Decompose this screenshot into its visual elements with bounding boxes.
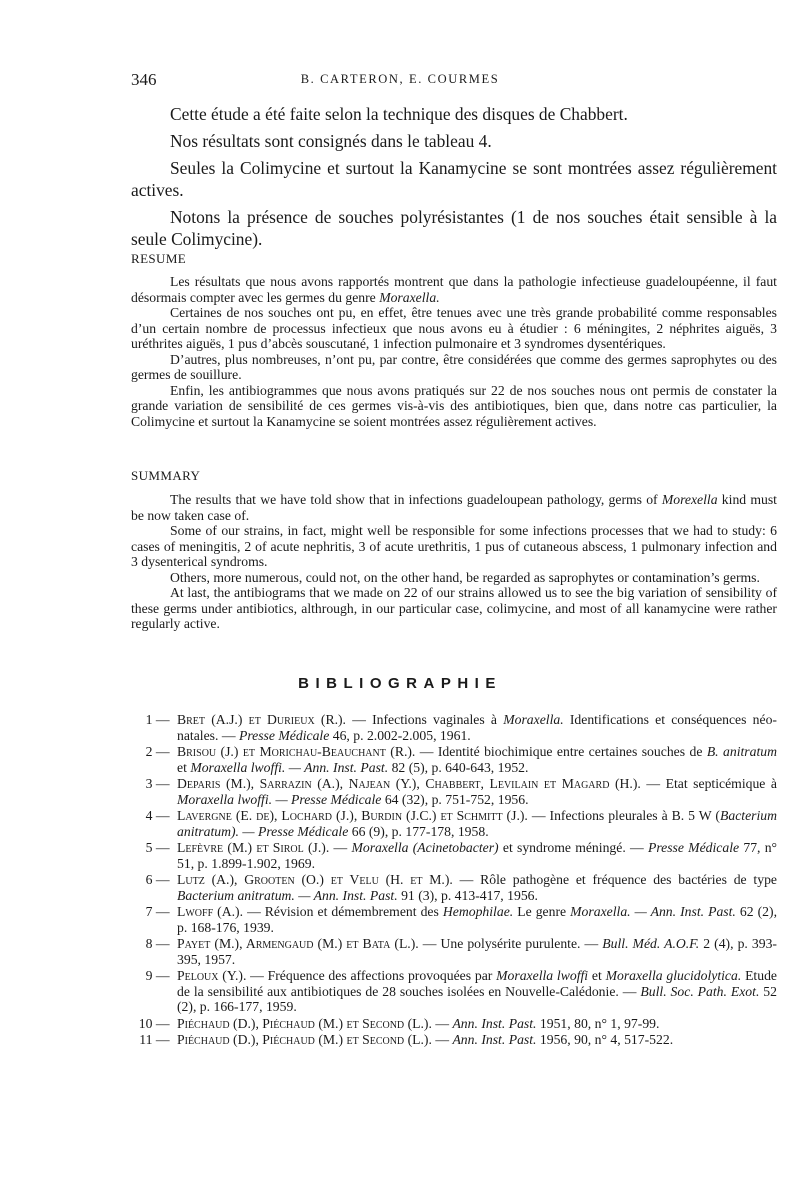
entry-number: 8 — — [145, 936, 173, 951]
entry-number: 3 — — [145, 776, 173, 791]
entry-number: 9 — — [145, 968, 173, 983]
entry-text-run: — Rôle pathogène et fréquence des bactéries de type — [452, 872, 778, 887]
entry-italic-run: Bacterium anitratum). — Presse Médicale — [177, 808, 778, 839]
entry-text-run: 64 (32), p. 751-752, 1956. — [381, 791, 529, 807]
bibliography-entry — [131, 936, 777, 967]
entry-text-run: Identifications et conséquences néo-natales. — — [177, 712, 777, 743]
resume-paragraph: Enfin, les antibiogrammes que nous avons pratiqués sur 22 de nos souches nous ont permis de constater la grande variation de sensibilité de ces germes vis-à-vis des antibiotiques, bien que, dans notre cas particulier, la Colimycine et surtout la Kanamycine se soient montrées assez régulièrement actives. — [131, 382, 777, 429]
entry-text-run: 82 (5), p. 640-643, 1952. — [388, 759, 529, 775]
bibliography-entry — [131, 1032, 777, 1048]
entry-number: 11 — — [139, 1032, 173, 1047]
entry-text-run: — — [329, 840, 352, 855]
bibliography-entry — [131, 744, 777, 775]
entry-text-run: — Identité biochimique entre certaines souches de — [415, 744, 707, 759]
entry-text — [173, 936, 777, 967]
entry-italic-run: Moraxella glucidolytica. — [605, 968, 742, 983]
resume-paragraph: Certaines de nos souches ont pu, en effet, être tenues avec une très grande probabilité comme responsables d’un certain nombre de processus infectieux que nous avons eu à étudier : 6 méningites, 2 néphrites aiguës, 3 uréthrites aiguës, 1 pus d’abcès souscutané, 1 infection pulmonaire et 3 syndromes dysentériques. — [131, 305, 777, 351]
entry-text — [173, 904, 777, 935]
entry-text — [173, 808, 777, 839]
entry-text — [173, 1032, 777, 1048]
bibliography-title: BIBLIOGRAPHIE — [298, 675, 502, 692]
entry-authors: Peloux (Y.). — [177, 968, 247, 983]
entry-number: 6 — — [145, 872, 173, 887]
entry-italic-run: Moraxella. — [503, 712, 564, 727]
entry-italic-run: Presse Médicale — [647, 840, 740, 855]
bibliography-entry — [131, 712, 777, 743]
entry-text-run: 66 (9), p. 177-178, 1958. — [348, 823, 489, 839]
entry-text — [173, 1016, 777, 1032]
entry-italic-run: Hemophilae. — [442, 904, 514, 919]
intro-text — [131, 103, 777, 255]
entry-text-run: — Etat septicémique à — [640, 776, 777, 791]
entry-text — [173, 712, 777, 743]
resume-paragraph: D’autres, plus nombreuses, n’ont pu, par contre, être considérées que comme des germes saprophytes ou des germes de souillure. — [131, 351, 777, 382]
summary-paragraph: Others, more numerous, could not, on the other hand, be regarded as saprophytes or contamination’s germs. — [170, 569, 760, 585]
summary-heading: SUMMARY — [131, 468, 201, 483]
bibliography-entry — [131, 776, 777, 807]
entry-text — [173, 744, 777, 775]
bibliography-entry — [131, 904, 777, 935]
text-run: kind must be now taken case of. — [131, 492, 777, 523]
entry-text-run: 1951, 80, n° 1, 97-99. — [536, 1015, 660, 1031]
bibliography-entry — [131, 808, 777, 839]
entry-authors: Bret (A.J.) et Durieux (R.). — [177, 712, 346, 727]
entry-text-run: — Une polysérite purulente. — — [418, 936, 603, 951]
bibliography-entry — [131, 840, 777, 871]
entry-authors: Lwoff (A.). — [177, 904, 244, 919]
entry-italic-run: Bull. Méd. A.O.F. — [602, 936, 700, 951]
bibliography-entry — [131, 872, 777, 903]
entry-text-run: — — [431, 1032, 453, 1047]
entry-italic-run: Moraxella. — Ann. Inst. Past. — [570, 904, 736, 919]
entry-text-run: 62 (2), p. 168-176, 1939. — [177, 904, 777, 935]
entry-authors: Deparis (M.), Sarrazin (A.), Najean (Y.), Chabbert, Levilain et Magard (H.). — [177, 776, 641, 791]
summary-section — [131, 492, 777, 632]
entry-italic-run: Ann. Inst. Past. — [452, 1032, 537, 1047]
entry-text-run: 2 (4), p. 393-395, 1957. — [177, 936, 777, 967]
entry-authors: Brisou (J.) et Morichau-Beauchant (R.). — [177, 744, 416, 759]
entry-text-run: 91 (3), p. 413-417, 1956. — [397, 887, 538, 903]
entry-italic-run: Bull. Soc. Path. Exot. — [640, 983, 760, 999]
entry-text-run: Le genre — [513, 904, 571, 919]
entry-number: 1 — — [145, 712, 173, 727]
entry-italic-run: Presse Médicale — [238, 727, 330, 743]
entry-authors: Lavergne (E. de), Lochard (J.), Burdin (J.C.) et Schmitt (J.). — [177, 808, 528, 823]
entry-text — [173, 776, 777, 807]
bibliography-entry — [131, 1016, 777, 1032]
entry-text-run: 77, n° 51, p. 1.899-1.902, 1969. — [177, 840, 778, 871]
intro-paragraph: Seules la Colimycine et surtout la Kanamycine se sont montrées assez régulièrement actives. — [131, 158, 777, 200]
entry-number: 7 — — [145, 904, 173, 919]
running-head: B. CARTERON, E. COURMES — [300, 72, 500, 86]
entry-text — [173, 872, 777, 903]
text-run: Les résultats que nous avons rapportés montrent que dans la pathologie infectieuse guadeloupéenne, il faut désormais compter avec les germes du genre — [131, 274, 777, 305]
entry-text-run: 46, p. 2.002-2.005, 1961. — [329, 727, 471, 743]
entry-authors: Piéchaud (D.), Piéchaud (M.) et Second (L.). — [177, 1015, 432, 1031]
page-number: 346 — [131, 70, 157, 89]
summary-paragraph — [131, 492, 777, 523]
entry-authors: Payet (M.), Armengaud (M.) et Bata (L.). — [177, 936, 419, 951]
entry-text-run: — Fréquence des affections provoquées par — [246, 968, 497, 983]
entry-text-run: — Infections pleurales à B. 5 W ( — [527, 808, 720, 823]
entry-italic-run: Moraxella lwoffi. — Ann. Inst. Past. — [190, 759, 389, 775]
entry-text-run: — — [431, 1015, 453, 1031]
text-run: The results that we have told show that in infections guadeloupean pathology, germs of — [170, 492, 662, 507]
intro-paragraph: Cette étude a été faite selon la technique des disques de Chabbert. — [170, 104, 628, 124]
entry-authors: Lutz (A.), Grooten (O.) et Velu (H. et M.). — [177, 872, 453, 887]
summary-paragraph: At last, the antibiograms that we made on 22 of our strains allowed us to see the big variation of sensibility of these germs under antibiotics, althrough, in our particular case, colimycine, and most of all kanamycine were rather regularly active. — [131, 585, 777, 631]
entry-text-run: et — [588, 968, 606, 983]
entry-text-run: et — [177, 759, 191, 775]
entry-italic-run: Moraxella lwoffi — [496, 968, 589, 983]
genus-name: Morexella — [661, 492, 718, 507]
entry-text-run: Etude de la sensibilité aux antibiotiques de 28 souches isolées en Nouvelle-Calédonie. — — [177, 968, 777, 999]
entry-text — [173, 968, 777, 1015]
entry-italic-run: Moraxella (Acinetobacter) — [351, 840, 499, 855]
genus-name: Moraxella. — [379, 289, 440, 305]
entry-number: 2 — — [145, 744, 173, 759]
bibliography-entry — [131, 968, 777, 1015]
entry-authors: Piéchaud (D.), Piéchaud (M.) et Second (L.). — [177, 1032, 432, 1047]
intro-paragraph: Notons la présence de souches polyrésistantes (1 de nos souches était sensible à la seule Colimycine). — [131, 207, 777, 249]
entry-number: 4 — — [145, 808, 173, 823]
intro-paragraph: Nos résultats sont consignés dans le tableau 4. — [170, 131, 492, 151]
entry-authors: Lefèvre (M.) et Sirol (J.). — [177, 840, 330, 855]
entry-text-run: 1956, 90, n° 4, 517-522. — [536, 1032, 674, 1047]
entry-text-run: 52 (2), p. 166-177, 1959. — [177, 983, 777, 1014]
entry-text — [173, 840, 777, 871]
entry-italic-run: Moraxella lwoffi. — Presse Médicale — [177, 791, 382, 807]
bibliography-list — [131, 712, 777, 1049]
resume-heading: RESUME — [131, 251, 187, 266]
entry-number: 10 — — [138, 1015, 173, 1031]
entry-text-run: — Infections vaginales à — [345, 712, 504, 727]
entry-number: 5 — — [145, 840, 173, 855]
entry-text-run: et syndrome méningé. — — [498, 840, 648, 855]
entry-italic-run: Bacterium anitratum. — Ann. Inst. Past. — [177, 887, 398, 903]
entry-italic-run: Ann. Inst. Past. — [452, 1015, 537, 1031]
entry-italic-run: B. anitratum — [706, 744, 777, 759]
entry-text-run: — Révision et démembrement des — [243, 904, 443, 919]
resume-paragraph — [131, 274, 777, 305]
summary-paragraph: Some of our strains, in fact, might well be responsible for some infections processes that we had to study: 6 cases of meningitis, 2 of acute nephritis, 3 of acute urethritis, 1 pus of cutaneous abscess, 1 pulmonary infection and 3 dysenterical syndroms. — [131, 523, 777, 569]
resume-section — [131, 274, 777, 429]
